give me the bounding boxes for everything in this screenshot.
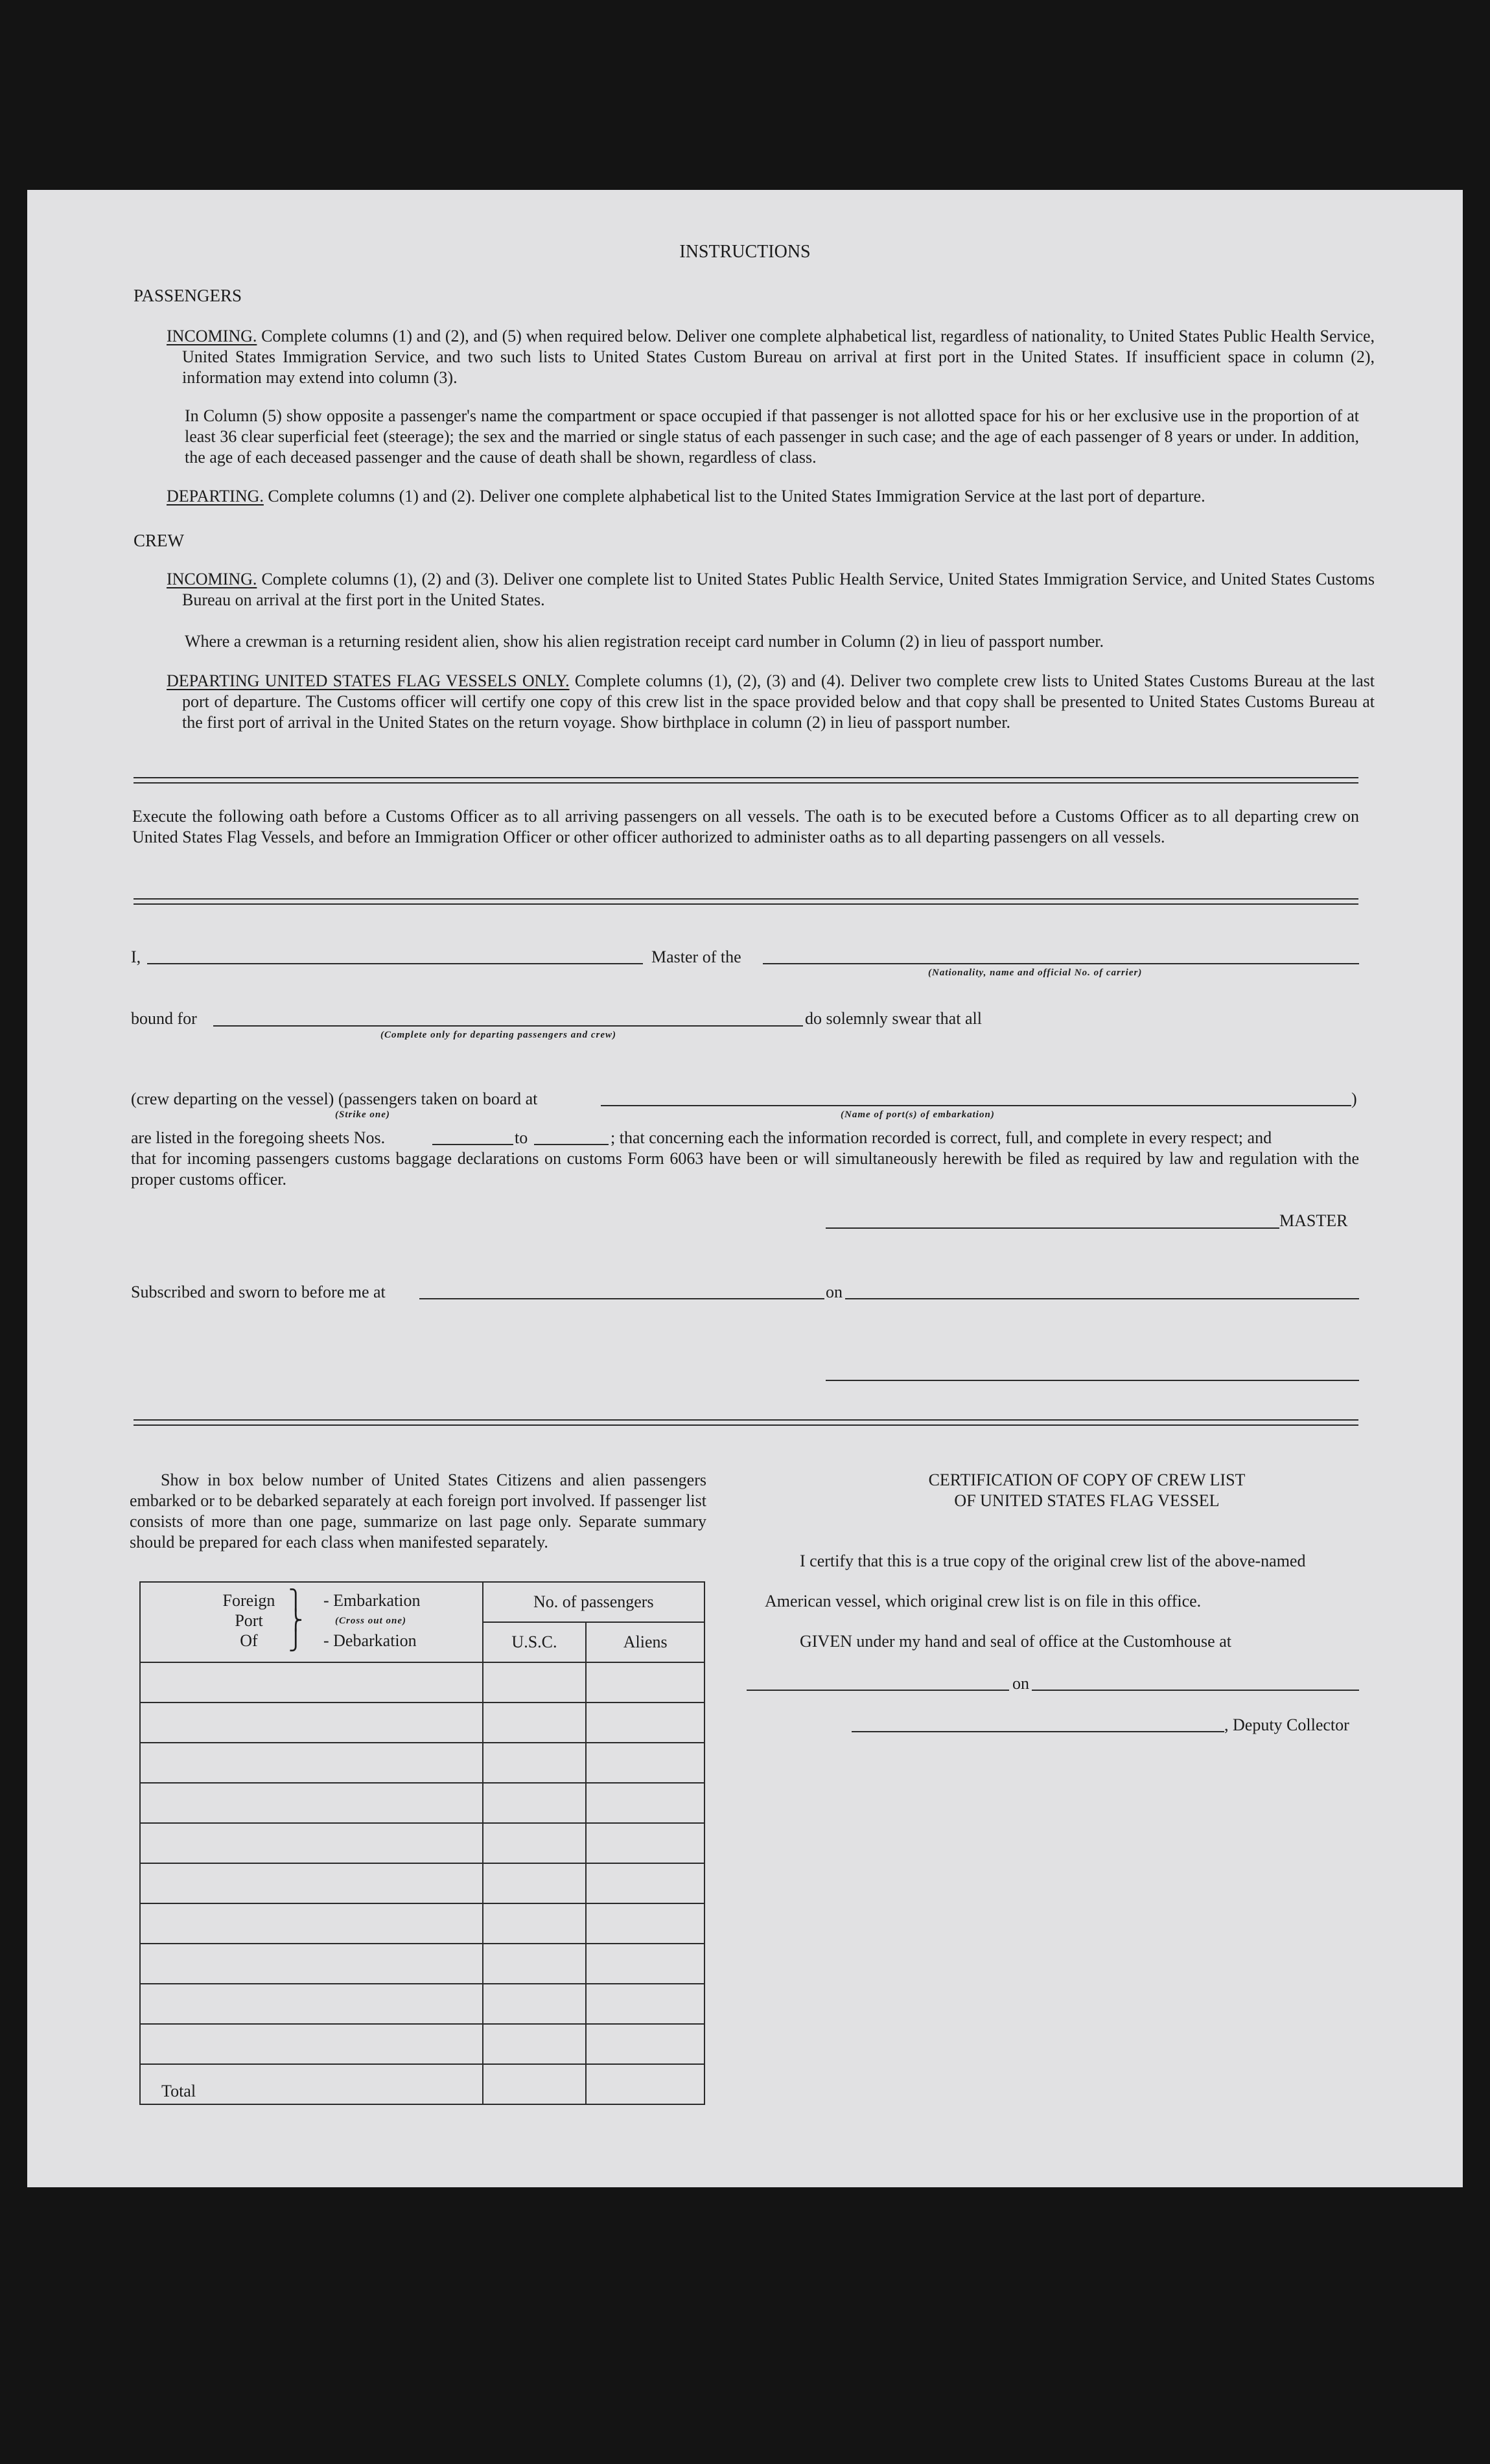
master-signature-field[interactable]: [826, 1227, 1279, 1229]
given-line: GIVEN under my hand and seal of office at the Customhouse at: [800, 1632, 1231, 1651]
subscribed-at-field[interactable]: [419, 1298, 824, 1299]
subscribed-on-field[interactable]: [845, 1298, 1359, 1299]
foreign-port-header: [140, 1582, 483, 1662]
table-row: [140, 1823, 704, 1863]
aliens-cell[interactable]: [586, 2024, 704, 2064]
certification-date-field[interactable]: [1032, 1690, 1359, 1691]
table-row: [140, 1944, 704, 1984]
total-label: Total: [140, 2064, 483, 2104]
to-word: to: [515, 1128, 528, 1147]
ports-caption: (Name of port(s) of embarkation): [841, 1110, 995, 1120]
departing-text: Complete columns (1) and (2). Deliver one complete alphabetical list to the United States Immigration Service at the last port of departure.: [263, 487, 1205, 506]
departing-flag-paragraph: [167, 671, 1375, 733]
port-cell[interactable]: [140, 2024, 483, 2064]
summary-intro: Show in box below number of United States Citizens and alien passengers embarked or to be debarked separately at each foreign port involved. If passenger list consists of more than one page, summarize on last page only. Separate summary should be prepared for each class when manifested separately.: [130, 1470, 706, 1552]
total-usc-cell[interactable]: [483, 2064, 587, 2104]
divider-1: [134, 777, 1358, 784]
cross-out-caption: (Cross out one): [335, 1616, 407, 1626]
usc-cell[interactable]: [483, 1703, 587, 1743]
oath-i-label: I,: [131, 947, 141, 966]
column5-paragraph: In Column (5) show opposite a passenger's name the compartment or space occupied if that passenger is not allotted space for his or her exclusive use in the proportion of at least 36 clear superficial feet (steerage); the sex and the married or single status of each passenger in such case; and the age of each passenger of 8 years or under. In addition, the age of each deceased passenger and the cause of death shall be shown, regardless of class.: [185, 406, 1359, 467]
listed-suffix: ; that concerning each the information recorded is correct, full, and complete in every respect; and: [611, 1128, 1272, 1147]
master-name-field[interactable]: [147, 963, 643, 964]
aliens-cell[interactable]: [586, 1984, 704, 2024]
port-cell[interactable]: [140, 1703, 483, 1743]
departing-label: DEPARTING.: [167, 487, 264, 506]
certify-line1: I certify that this is a true copy of the original crew list of the above-named: [800, 1552, 1306, 1570]
divider-3: [134, 1419, 1358, 1426]
usc-cell[interactable]: [483, 1783, 587, 1823]
usc-cell[interactable]: [483, 1944, 587, 1984]
subscribed-on-word: on: [826, 1283, 843, 1301]
table-row: [140, 1662, 704, 1703]
sheet-from-field[interactable]: [432, 1144, 513, 1145]
aliens-cell[interactable]: [586, 1703, 704, 1743]
divider-2: [134, 898, 1358, 905]
customhouse-field[interactable]: [747, 1690, 1009, 1691]
complete-only-caption: (Complete only for departing passengers and crew): [380, 1030, 616, 1040]
incoming-label: INCOMING.: [167, 327, 257, 345]
deputy-signature-field[interactable]: [852, 1731, 1224, 1732]
usc-cell[interactable]: [483, 1823, 587, 1863]
aliens-cell[interactable]: [586, 1863, 704, 1903]
port-cell[interactable]: [140, 1944, 483, 1984]
aliens-cell[interactable]: [586, 1783, 704, 1823]
usc-cell[interactable]: [483, 1984, 587, 2024]
departing-flag-label: DEPARTING UNITED STATES FLAG VESSELS ONLY.: [167, 671, 570, 690]
aliens-cell[interactable]: [586, 1743, 704, 1783]
total-row: [140, 2064, 704, 2104]
table-row: [140, 1863, 704, 1903]
crew-incoming-paragraph: [167, 569, 1375, 610]
embarkation-label: - Embarkation: [323, 1591, 421, 1610]
oath-execute-paragraph: Execute the following oath before a Customs Officer as to all arriving passengers on all vessels. The oath is to be executed before a Customs Officer as to all departing crew on United States Flag Vessels, and before an Immigration Officer or other officer authorized to administer oaths as to all departing passengers on all vessels.: [132, 807, 1359, 846]
listed-prefix: are listed in the foregoing sheets Nos.: [131, 1128, 386, 1147]
port-cell[interactable]: [140, 1863, 483, 1903]
bound-for-field[interactable]: [213, 1025, 803, 1027]
solemnly-swear-text: do solemnly swear that all: [805, 1009, 982, 1028]
port-label: Port: [235, 1611, 263, 1630]
certification-title-line2: OF UNITED STATES FLAG VESSEL: [954, 1491, 1220, 1510]
table-row: [140, 2024, 704, 2064]
crew-departing-text: (crew departing on the vessel) (passengers taken on board at: [131, 1089, 538, 1108]
total-aliens-cell[interactable]: [586, 2064, 704, 2104]
port-cell[interactable]: [140, 1903, 483, 1944]
master-of-the-label: Master of the: [651, 947, 741, 966]
usc-cell[interactable]: [483, 2024, 587, 2064]
aliens-cell[interactable]: [586, 1823, 704, 1863]
port-cell[interactable]: [140, 1662, 483, 1703]
master-label: MASTER: [1279, 1211, 1348, 1230]
certify-line2: American vessel, which original crew list is on file in this office.: [765, 1592, 1202, 1610]
crew-heading: CREW: [134, 531, 184, 550]
crew-incoming-label: INCOMING.: [167, 570, 257, 588]
bound-for-label: bound for: [131, 1009, 197, 1028]
embarkation-ports-field[interactable]: [601, 1105, 1351, 1106]
port-cell[interactable]: [140, 1984, 483, 2024]
brace-glyph: ⎫ ⎬ ⎭: [288, 1589, 303, 1652]
aliens-cell[interactable]: [586, 1662, 704, 1703]
incoming-text: Complete columns (1) and (2), and (5) when required below. Deliver one complete alphabetical list, regardless of nationality, to United States Public Health Service, United States Immigration Service, and two such lists to United States Custom Bureau on arrival at first port in the United States. If insufficient space in column (2), information may extend into column (3).: [182, 327, 1375, 387]
table-row: [140, 1703, 704, 1743]
table-row: [140, 1783, 704, 1823]
certification-title: [773, 1470, 1401, 1511]
port-cell[interactable]: [140, 1743, 483, 1783]
officer-signature-field[interactable]: [826, 1380, 1359, 1381]
foreign-label: Foreign: [222, 1591, 275, 1610]
close-paren: ): [1351, 1089, 1357, 1108]
sheet-to-field[interactable]: [534, 1144, 609, 1145]
table-row: [140, 1984, 704, 2024]
instructions-title: INSTRUCTIONS: [679, 242, 811, 262]
passengers-incoming-paragraph: [167, 326, 1375, 388]
passenger-summary-table: [139, 1581, 705, 2105]
aliens-cell[interactable]: [586, 1944, 704, 1984]
form-page: [27, 190, 1463, 2187]
of-label: Of: [240, 1631, 258, 1650]
no-of-passengers-header: No. of passengers: [483, 1582, 704, 1622]
crewman-paragraph: Where a crewman is a returning resident alien, show his alien registration receipt card number in Column (2) in lieu of passport number.: [185, 632, 1104, 651]
departing-flag-text: Complete columns (1), (2), (3) and (4). Deliver two complete crew lists to United States Customs Bureau at the last port of departure. The Customs officer will certify one copy of this crew list in the space provided below and that copy shall be presented to United States Customs Bureau at the first port of arrival in the United States on the return voyage. Show birthplace in column (2) in lieu of passport number.: [182, 671, 1375, 732]
strike-one-caption: (Strike one): [335, 1110, 390, 1120]
usc-header: U.S.C.: [483, 1622, 587, 1662]
carrier-field[interactable]: [763, 963, 1359, 964]
certification-title-line1: CERTIFICATION OF COPY OF CREW LIST: [928, 1470, 1246, 1489]
usc-cell[interactable]: [483, 1903, 587, 1944]
port-cell[interactable]: [140, 1823, 483, 1863]
subscribed-label: Subscribed and sworn to before me at: [131, 1283, 386, 1301]
aliens-header: Aliens: [586, 1622, 704, 1662]
table-row: [140, 1903, 704, 1944]
carrier-caption: (Nationality, name and official No. of carrier): [928, 968, 1143, 978]
listed-rest: that for incoming passengers customs baggage declarations on customs Form 6063 have been or will simultaneously herewith be filed as required by law and regulation with the proper customs officer.: [131, 1149, 1359, 1189]
crew-incoming-text: Complete columns (1), (2) and (3). Deliver one complete list to United States Public Health Service, United States Immigration Service, and United States Customs Bureau on arrival at the first port in the United States.: [182, 570, 1375, 609]
aliens-cell[interactable]: [586, 1903, 704, 1944]
table-row: [140, 1743, 704, 1783]
usc-cell[interactable]: [483, 1863, 587, 1903]
debarkation-label: - Debarkation: [323, 1631, 417, 1650]
certification-on-word: on: [1012, 1674, 1029, 1693]
passengers-departing-paragraph: [167, 486, 1359, 507]
deputy-collector-label: , Deputy Collector: [1224, 1715, 1349, 1734]
port-cell[interactable]: [140, 1783, 483, 1823]
passengers-heading: PASSENGERS: [134, 286, 242, 305]
usc-cell[interactable]: [483, 1743, 587, 1783]
usc-cell[interactable]: [483, 1662, 587, 1703]
